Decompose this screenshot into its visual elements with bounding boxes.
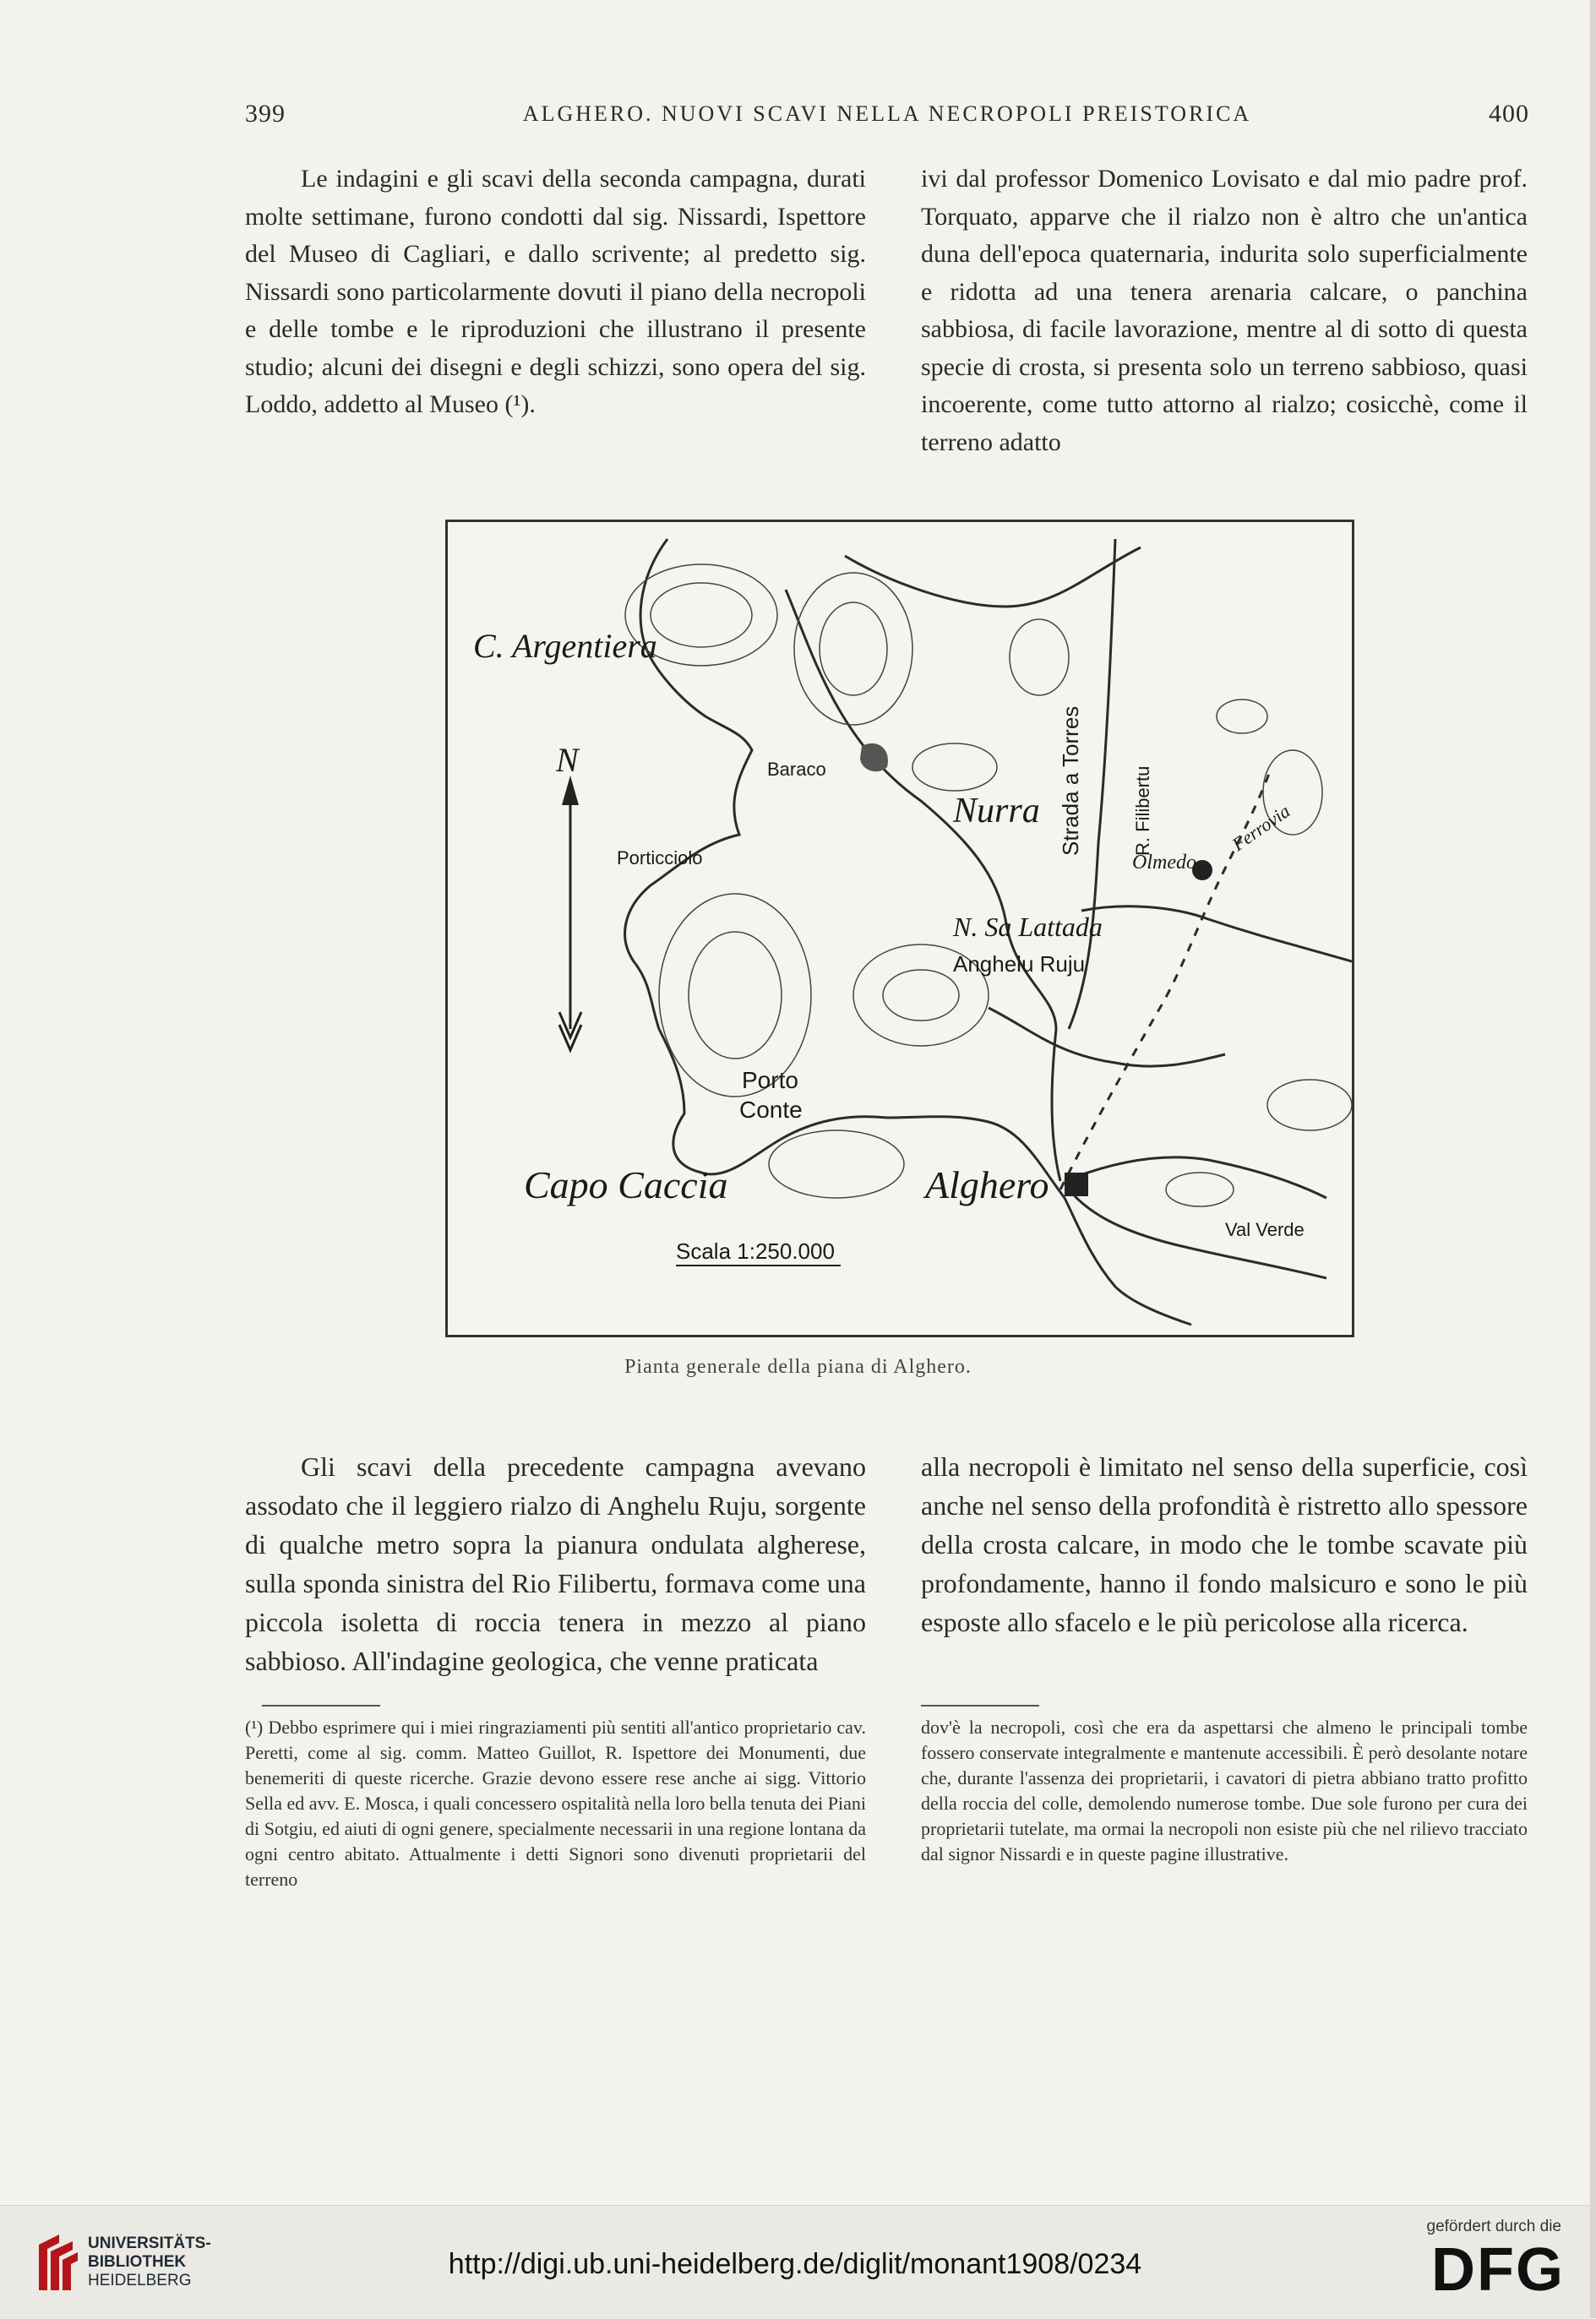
footnote-right: dov'è la necropoli, così che era da aspettarsi che almeno le principali tombe fossero conservate integralmente e mantenute accessibili. È però desolante notare che, durante l'assenza dei proprietarii, i cavatori di pietra abbiano tratto profitto della roccia del colle, demolendo numerose tombe. Due sole furono per cura dei proprietarii tutelate, ma ormai la necropoli non esiste più che nel rilievo tracciato dal signor Nissardi e in queste pagine illustrative. — [921, 1717, 1528, 1864]
paragraph: ivi dal professor Domenico Lovisato e dal mio padre prof. Torquato, apparve che il rialzo non è altro che un'antica duna dell'epoca quaternaria, indurita solo superficialmente e ridotta ad una tenera arenaria calcare, o panchina sabbiosa, di facile lavorazione, mentre al di sotto di questa specie di crosta, si presenta solo un terreno sabbioso, quasi incoerente, come tutto attorno al rialzo; cosicchè, come il terreno adatto — [921, 165, 1528, 456]
paragraph: alla necropoli è limitato nel senso della superficie, così anche nel senso della profondità è ristretto allo spessore della crosta calcare, in modo che le tombe scavate più profondamente, hanno il fondo malsicuro e sono le più esposte allo sfacelo e le più pericolose alla ricerca. — [921, 1451, 1528, 1637]
alghero-town-mark — [1065, 1173, 1088, 1196]
paragraph: Gli scavi della precedente campagna avevano assodato che il leggiero rialzo di Anghelu Ruju, sorgente di qualche metro sopra la pianura ondulata algherese, sulla sponda sinistra del Rio Filibertu, formava come una piccola isoletta di roccia tenera in mezzo al piano sabbioso. All'indagine geologica, che venne praticata — [245, 1451, 866, 1676]
body-text-left-bottom — [245, 1447, 866, 1680]
paragraph: Le indagini e gli scavi della seconda campagna, durati molte settimane, furono condotti dal sig. Nissardi, Ispettore del Museo di Cagliari, e dallo scrivente; al predetto sig. Nissardi sono particolarmente dovuti il piano della necropoli e delle tombe e le riproduzioni che illustrano il presente studio; alcuni dei disegni e degli schizzi, sono opera del sig. Loddo, addetto al Museo (¹). — [245, 165, 866, 418]
footnote-left: (¹) Debbo esprimere qui i miei ringraziamenti più sentiti all'antico proprietario cav. Peretti, come al sig. comm. Matteo Guillot, R. Ispettore dei Monumenti, due benemeriti di queste ricerche. Grazie devono essere rese anche ai sigg. Vittorio Sella ed avv. E. Mosca, i quali concessero ospitalità nella loro bella tenuta dei Piani di Sotgiu, ed aiuti di ogni genere, specialmente necessarii in una regione lontana da ogni centro abitato. Attualmente i detti Signori sono divenuti proprietarii del terreno — [245, 1717, 866, 1890]
body-text-right-bottom — [921, 1447, 1528, 1641]
figure-caption: Pianta generale della piana di Alghero. — [624, 1356, 972, 1378]
page-edge — [1590, 0, 1596, 2318]
label-capo-caccia: Capo Caccia — [524, 1163, 728, 1206]
funding-note: gefördert durch die — [1426, 2218, 1561, 2235]
label-conte: Conte — [739, 1097, 803, 1123]
north-arrow — [559, 776, 581, 1050]
label-nurra: Nurra — [953, 792, 1040, 830]
label-alghero: Alghero — [925, 1163, 1049, 1206]
body-text-right-top — [921, 161, 1528, 461]
dfg-logo: DFG — [1431, 2236, 1565, 2304]
viewer-footer — [0, 2205, 1590, 2319]
label-baraco: Baraco — [767, 759, 826, 780]
running-title: ALGHERO. NUOVI SCAVI NELLA NECROPOLI PREISTORICA — [522, 101, 1252, 126]
label-porticciolo: Porticciolo — [617, 847, 703, 868]
label-porto: Porto — [742, 1067, 798, 1093]
label-olmedo: Olmedo — [1132, 852, 1196, 874]
map-figure — [445, 520, 1354, 1337]
footnote-rule-right — [921, 1705, 1039, 1707]
running-header — [245, 100, 1529, 133]
map-illustration — [448, 522, 1352, 1335]
footnote-rule-left — [262, 1705, 380, 1707]
label-north: N — [556, 741, 579, 779]
label-strada: Strada a Torres — [1058, 705, 1083, 856]
page-number-left: 399 — [245, 100, 286, 128]
permalink-url[interactable]: http://digi.ub.uni-heidelberg.de/diglit/monant1908/0234 — [448, 2248, 1142, 2280]
label-valverde: Val Verde — [1225, 1219, 1305, 1240]
body-text-left-top — [245, 161, 866, 424]
label-filibertu: R. Filibertu — [1132, 765, 1153, 856]
library-name: UNIVERSITÄTS- BIBLIOTHEK HEIDELBERG — [88, 2235, 211, 2289]
label-anghelu: Anghelu Ruju — [953, 951, 1086, 977]
label-argentiera: C. Argentiera — [473, 627, 657, 665]
label-ferrovia: Ferrovia — [1228, 800, 1294, 856]
label-salattada: N. Sa Lattada — [953, 912, 1103, 942]
page-number-right: 400 — [1489, 100, 1529, 128]
label-scale: Scala 1:250.000 — [676, 1238, 835, 1264]
